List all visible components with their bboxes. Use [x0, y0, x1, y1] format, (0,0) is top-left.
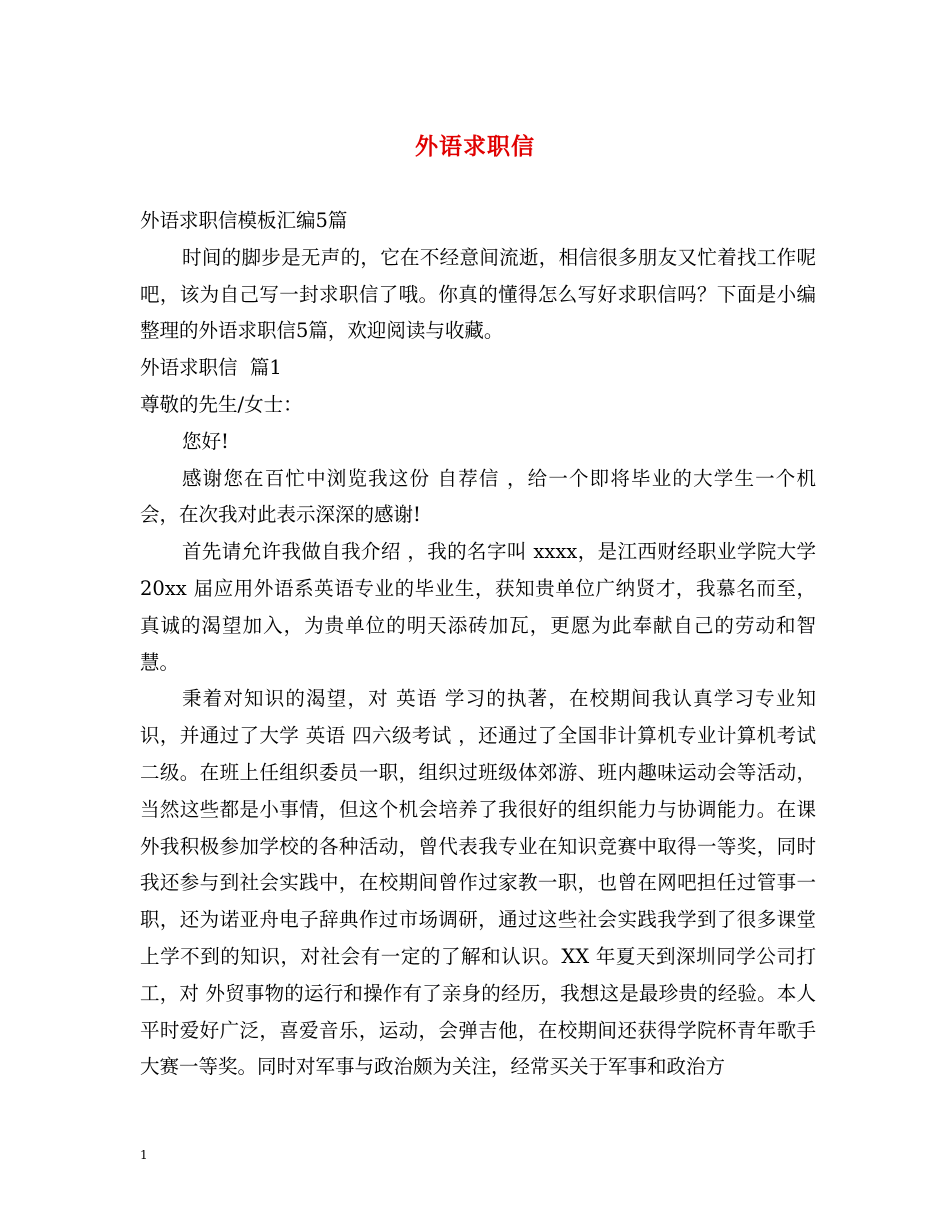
salutation: 尊敬的先生/女士：	[140, 392, 303, 416]
document-subtitle: 外语求职信模板汇编5篇	[140, 209, 348, 232]
body-paragraph: 秉着对知识的渴望，对 英语 学习的执著，在校期间我认真学习专业知识，并通过了大学 英语 四六级考试 ，还通过了全国非计算机专业计算机考试 二级。在班上任组织委员一职，组织过班级体郊游、班内趣味运动会等活动，当然这些都是小事情，但这个机会培养了我很好的组织能力与协调能力。在课外我积极参加学校的各种活动，曾代表我专业在知识竞赛中取得一等奖，同时我还参与到社会实践中，在校期间曾作过家教一职，也曾在网吧担任过管事一职，还为诺亚舟电子辞典作过市场调研，通过这些社会实践我学到了很多课堂上学不到的知识，对社会有一定的了解和认识。XX 年夏天到深圳同学公司打工，对 外贸事物的运行和操作有了亲身的经历，我想这是最珍贵的经验。本人平时爱好广泛，喜爱音乐，运动，会弹吉他，在校期间还获得学院杯青年歌手大赛一等奖。同时对军事与政治颇为关注，经常买关于军事和政治方	[140, 687, 816, 1079]
section-heading: 外语求职信 篇1	[140, 356, 282, 380]
document-title: 外语求职信	[415, 133, 535, 160]
document-body	[140, 203, 816, 1086]
greeting: 您好!	[182, 429, 229, 453]
body-paragraph: 感谢您在百忙中浏览我这份 自荐信 ，给一个即将毕业的大学生一个机会，在次我对此表示深深的感谢!	[140, 466, 816, 527]
intro-paragraph: 时间的脚步是无声的，它在不经意间流逝，相信很多朋友又忙着找工作呢吧，该为自己写一封求职信了哦。你真的懂得怎么写好求职信吗？下面是小编整理的外语求职信5篇，欢迎阅读与收藏。	[140, 245, 816, 343]
page-number: 1	[140, 1148, 148, 1162]
body-paragraph: 首先请允许我做自我介绍 ，我的名字叫 xxxx，是江西财经职业学院大学 20xx 届应用外语系英语专业的毕业生，获知贵单位广纳贤才，我慕名而至，真诚的渴望加入，为贵单位的明天添砖加瓦，更愿为此奉献自己的劳动和智慧。	[140, 540, 816, 674]
